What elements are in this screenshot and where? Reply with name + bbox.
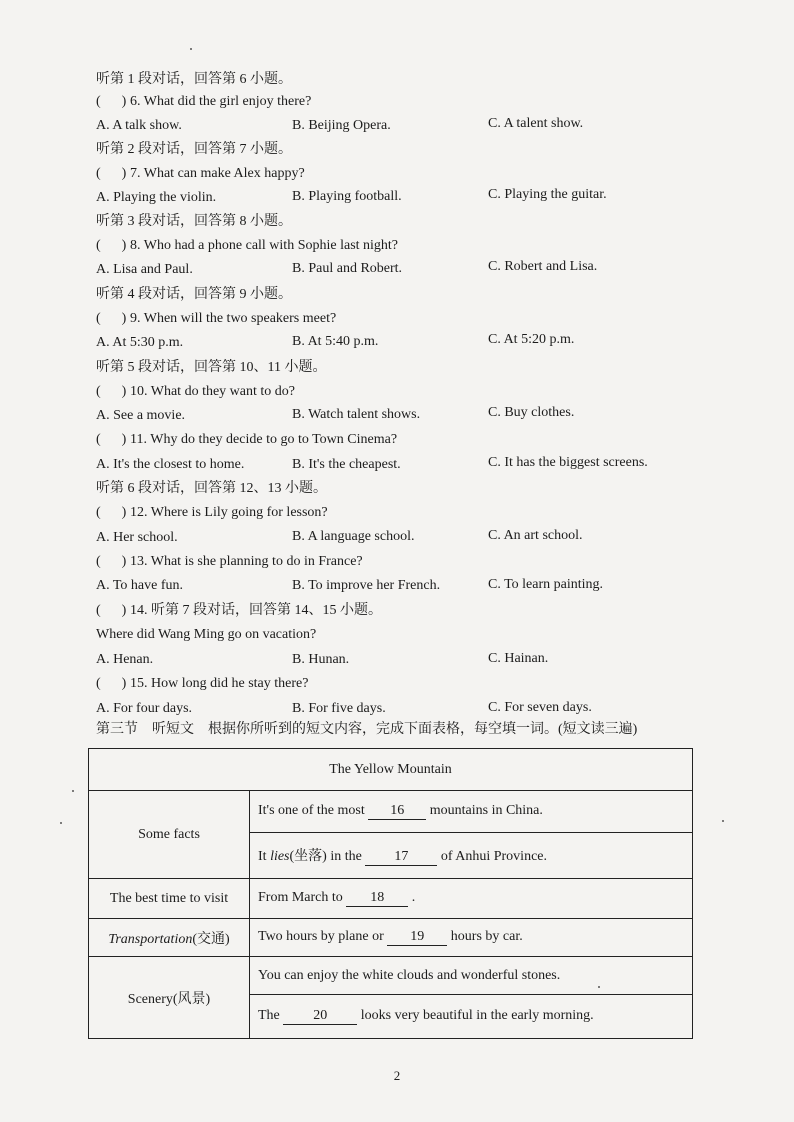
q8-option-c: C. Robert and Lisa. [488, 259, 598, 274]
best-time-row: From March to 18 . [250, 879, 693, 919]
q6-option-b: B. Beijing Opera. [292, 118, 391, 133]
q8-option-b: B. Paul and Robert. [292, 261, 403, 276]
q13-option-b: B. To improve her French. [292, 578, 441, 593]
question-12: ( ) 12. Where is Lily going for lesson? [96, 505, 328, 520]
q13-option-a: A. To have fun. [96, 578, 184, 593]
q7-option-b: B. Playing football. [292, 189, 402, 204]
scan-speck [722, 820, 724, 822]
q9-option-a: A. At 5:30 p.m. [96, 335, 184, 350]
question-14: ( ) 14. 听第 7 段对话，回答第 14、15 小题。 [96, 603, 382, 618]
q7-option-c: C. Playing the guitar. [488, 187, 607, 202]
question-7: ( ) 7. What can make Alex happy? [96, 166, 305, 181]
q6-option-c: C. A talent show. [488, 116, 584, 131]
section-header-6: 听第 6 段对话，回答第 12、13 小题。 [96, 481, 327, 496]
blank-17[interactable]: 17 [365, 849, 437, 866]
section-header-1: 听第 1 段对话，回答第 6 小题。 [96, 72, 292, 87]
yellow-mountain-table [88, 748, 693, 1039]
q14-option-b: B. Hunan. [292, 652, 350, 667]
blank-16[interactable]: 16 [368, 803, 426, 820]
fact-row-16: It's one of the most 16 mountains in China. [250, 791, 693, 833]
q11-option-c: C. It has the biggest screens. [488, 455, 648, 470]
q14-option-a: A. Henan. [96, 652, 154, 667]
question-8: ( ) 8. Who had a phone call with Sophie last night? [96, 238, 399, 253]
scenery-row-2: The 20 looks very beautiful in the early morning. [250, 995, 693, 1039]
q9-option-c: C. At 5:20 p.m. [488, 332, 575, 347]
page-number: 2 [393, 1068, 401, 1083]
question-10: ( ) 10. What do they want to do? [96, 384, 295, 399]
q14-option-c: C. Hainan. [488, 651, 549, 666]
section-3-title: 第三节 听短文 根据你所听到的短文内容，完成下面表格，每空填一词。(短文读三遍) [96, 722, 638, 737]
q15-option-b: B. For five days. [292, 701, 386, 716]
q10-option-b: B. Watch talent shows. [292, 407, 421, 422]
q15-option-a: A. For four days. [96, 701, 193, 716]
section-header-5: 听第 5 段对话，回答第 10、11 小题。 [96, 360, 327, 375]
q10-option-c: C. Buy clothes. [488, 405, 575, 420]
question-13: ( ) 13. What is she planning to do in France? [96, 554, 363, 569]
scan-speck [60, 822, 62, 824]
section-header-4: 听第 4 段对话，回答第 9 小题。 [96, 287, 292, 302]
q15-option-c: C. For seven days. [488, 700, 592, 715]
fact-row-17: It lies(坐落) in the 17 of Anhui Province. [250, 833, 693, 879]
section-header-2: 听第 2 段对话，回答第 7 小题。 [96, 142, 292, 157]
table-title: The Yellow Mountain [89, 749, 693, 791]
q9-option-b: B. At 5:40 p.m. [292, 334, 379, 349]
row-label-scenery: Scenery(风景) [89, 957, 250, 1039]
question-6: ( ) 6. What did the girl enjoy there? [96, 94, 312, 109]
section-header-3: 听第 3 段对话，回答第 8 小题。 [96, 214, 292, 229]
q11-option-a: A. It's the closest to home. [96, 457, 245, 472]
q10-option-a: A. See a movie. [96, 408, 186, 423]
question-11: ( ) 11. Why do they decide to go to Town Cinema? [96, 432, 398, 447]
row-label-facts: Some facts [89, 791, 250, 879]
q11-option-b: B. It's the cheapest. [292, 457, 401, 472]
q8-option-a: A. Lisa and Paul. [96, 262, 193, 277]
question-14-sub: Where did Wang Ming go on vacation? [96, 627, 317, 642]
q7-option-a: A. Playing the violin. [96, 190, 217, 205]
blank-19[interactable]: 19 [387, 929, 447, 946]
blank-20[interactable]: 20 [283, 1008, 357, 1025]
question-15: ( ) 15. How long did he stay there? [96, 676, 309, 691]
question-9: ( ) 9. When will the two speakers meet? [96, 311, 337, 326]
q6-option-a: A. A talk show. [96, 118, 182, 133]
transportation-row: Two hours by plane or 19 hours by car. [250, 919, 693, 957]
q12-option-b: B. A language school. [292, 529, 415, 544]
row-label-best-time: The best time to visit [89, 879, 250, 919]
scan-speck [598, 986, 600, 988]
scan-speck [190, 48, 192, 50]
q12-option-c: C. An art school. [488, 528, 583, 543]
scenery-row-1: You can enjoy the white clouds and wonderful stones. [250, 957, 693, 995]
q13-option-c: C. To learn painting. [488, 577, 604, 592]
row-label-transportation: Transportation(交通) [89, 919, 250, 957]
blank-18[interactable]: 18 [346, 890, 408, 907]
q12-option-a: A. Her school. [96, 530, 178, 545]
scan-speck [72, 790, 74, 792]
